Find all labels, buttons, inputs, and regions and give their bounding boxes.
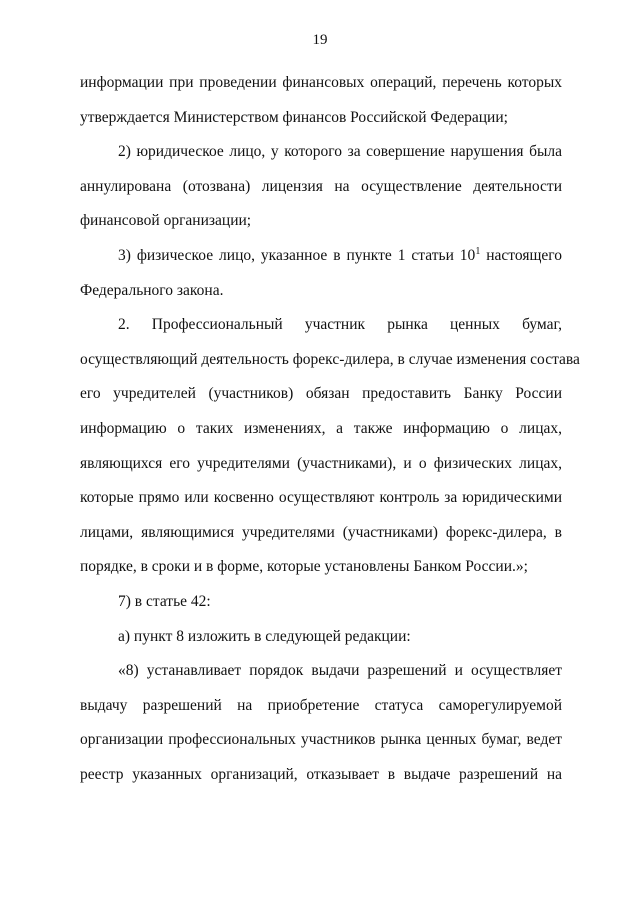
text-line: а) пункт 8 изложить в следующей редакции: [118, 627, 411, 645]
page-number: 19 [312, 32, 328, 48]
text-line: информацию о таких изменениях, а также информацию о лицах, [80, 419, 562, 437]
text-fragment: 3) физическое лицо, указанное в пункте 1 статьи 10 [118, 246, 476, 264]
text-line: реестр указанных организаций, отказывает в выдаче разрешений на [80, 765, 562, 783]
text-fragment: настоящего [480, 246, 562, 264]
text-line: выдачу разрешений на приобретение статуса саморегулируемой [80, 696, 562, 714]
text-line: организации профессиональных участников рынка ценных бумаг, ведет [80, 731, 562, 749]
text-line: 7) в статье 42: [118, 592, 211, 610]
text-line: являющихся его учредителями (участниками), и о физических лицах, [80, 454, 562, 472]
text-line: финансовой организации; [80, 212, 252, 230]
text-line: 2. Профессиональный участник рынка ценных бумаг, [118, 316, 562, 334]
superscript-index: 1 [475, 245, 481, 257]
text-line: аннулирована (отозвана) лицензия на осуществление деятельности [80, 177, 562, 195]
text-line: «8) устанавливает порядок выдачи разрешений и осуществляет [118, 662, 562, 680]
text-line: порядке, в сроки и в форме, которые установлены Банком России.»; [80, 558, 528, 576]
text-line: 2) юридическое лицо, у которого за совершение нарушения была [118, 143, 562, 161]
text-line: Федерального закона. [80, 281, 224, 299]
text-line: осуществляющий деятельность форекс-дилера, в случае изменения состава [80, 350, 580, 368]
document-body [80, 66, 580, 792]
text-line: утверждается Министерством финансов Российской Федерации; [80, 108, 508, 126]
text-line: лицами, являющимися учредителями (участниками) форекс-дилера, в [80, 523, 562, 541]
text-line: которые прямо или косвенно осуществляют контроль за юридическими [80, 489, 562, 507]
text-line: его учредителей (участников) обязан предоставить Банку России [80, 385, 562, 403]
text-line-with-superscript [80, 239, 562, 274]
text-line: информации при проведении финансовых операций, перечень которых [80, 74, 562, 91]
